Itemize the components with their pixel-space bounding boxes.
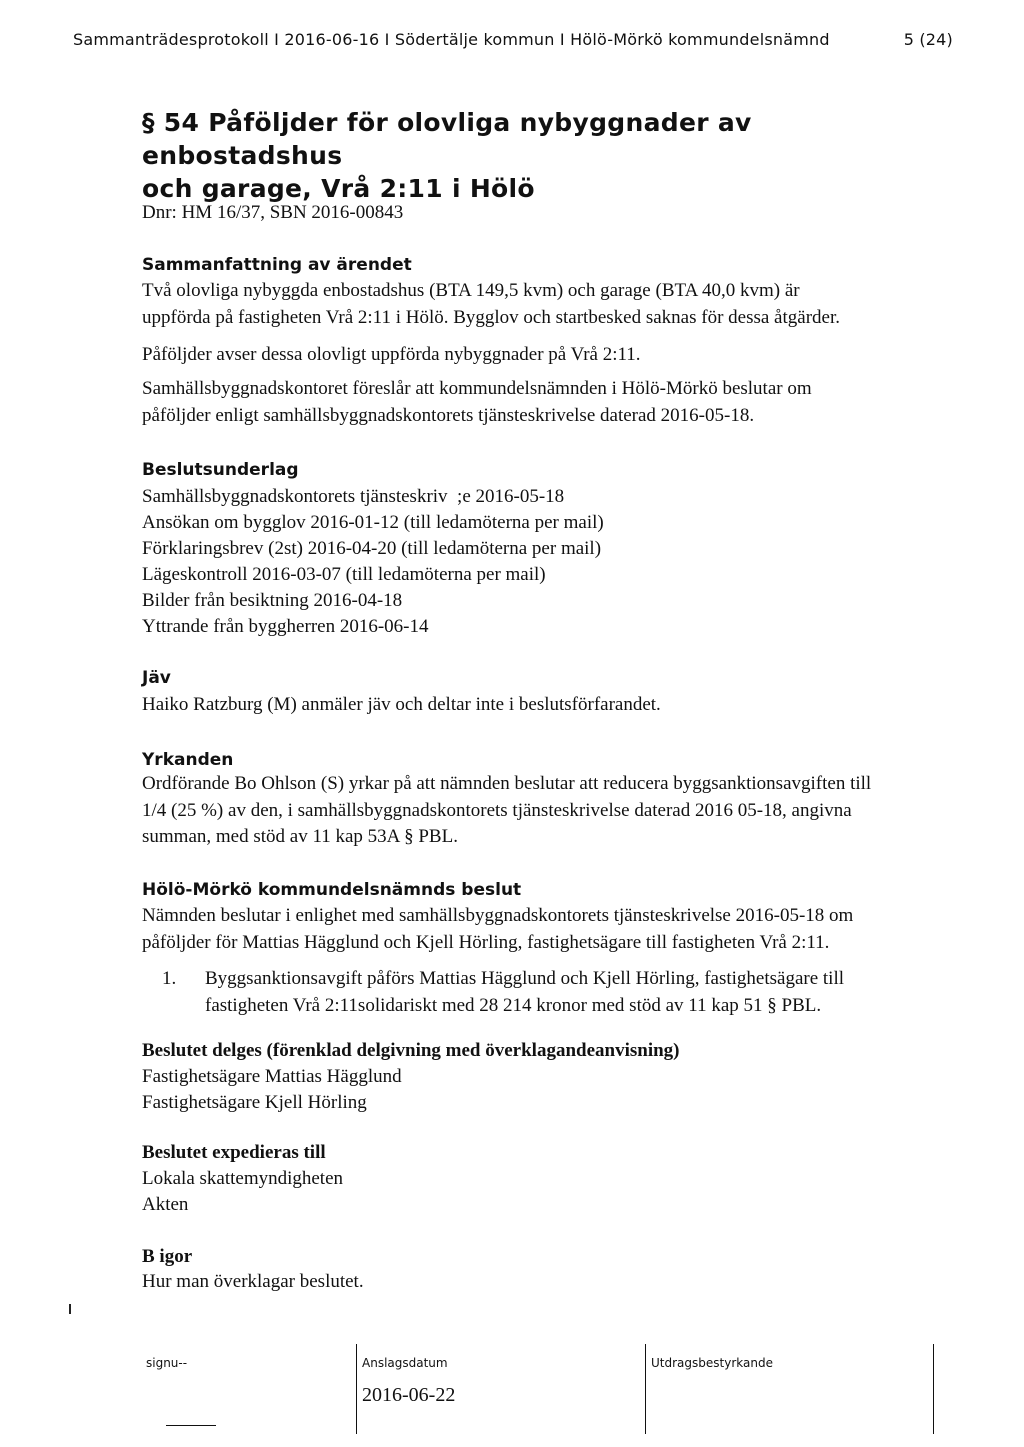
underlag-item: Yttrande från byggherren 2016-06-14 [142, 616, 429, 637]
jav-heading: Jäv [142, 668, 171, 688]
jav-text: Haiko Ratzburg (M) anmäler jäv och deltar inte i beslutsförfarandet. [142, 694, 661, 715]
page-header [73, 30, 953, 49]
underlag-item: Bilder från besiktning 2016-04-18 [142, 590, 403, 611]
document-title [142, 106, 942, 205]
signature-label: signu-- [146, 1356, 188, 1370]
bilagor-text: Hur man överklagar beslutet. [142, 1271, 364, 1292]
dnr-line: Dnr: HM 16/37, SBN 2016-00843 [142, 202, 404, 223]
title-line-2: och garage, Vrå 2:11 i Hölö [142, 174, 535, 203]
utdrag-cell [645, 1344, 933, 1434]
underlag-item: Lägeskontroll 2016-03-07 (till ledamöterna per mail) [142, 564, 546, 585]
signature-footer [140, 1344, 934, 1434]
beslut-line-1: Nämnden beslutar i enlighet med samhällsbyggnadskontorets tjänsteskrivelse 2016-05-18 om [142, 905, 854, 926]
delges-list [142, 1064, 922, 1116]
bilagor-heading: B igor [142, 1246, 193, 1267]
underlag-item: Ansökan om bygglov 2016-01-12 (till ledamöterna per mail) [142, 512, 604, 533]
summary-paragraph-3 [142, 376, 922, 429]
utdrag-label: Utdragsbestyrkande [651, 1356, 773, 1370]
yrkanden-line-3: summan, med stöd av 11 kap 53A § PBL. [142, 826, 458, 847]
summary-paragraph-2: Påföljder avser dessa olovligt uppförda nybyggnader på Vrå 2:11. [142, 344, 641, 365]
summary-p1-line-2: uppförda på fastigheten Vrå 2:11 i Hölö. Bygglov och startbesked saknas för dessa åtgärder. [142, 306, 840, 328]
beslut-item-line-2: fastigheten Vrå 2:11solidariskt med 28 214 kronor med stöd av 11 kap 51 § PBL. [205, 994, 822, 1016]
title-line-1: § 54 Påföljder för olovliga nybyggnader av enbostadshus [142, 108, 752, 170]
underlag-item: Förklaringsbrev (2st) 2016-04-20 (till ledamöterna per mail) [142, 538, 602, 559]
underlag-heading: Beslutsunderlag [142, 460, 299, 480]
delges-item: Fastighetsägare Kjell Hörling [142, 1092, 367, 1113]
expedieras-heading: Beslutet expedieras till [142, 1142, 326, 1163]
underlag-item: Samhällsbyggnadskontorets tjänsteskriv​ ;e 2016-05-18 [142, 486, 565, 507]
anslag-cell [356, 1344, 645, 1434]
summary-p3-line-1: Samhällsbyggnadskontoret föreslår att kommundelsnämnden i Hölö-Mörkö beslutar om [142, 378, 812, 399]
beslut-item-number: 1. [162, 968, 177, 989]
expedieras-list [142, 1166, 922, 1218]
beslut-text [142, 903, 922, 956]
expedieras-item: Akten [142, 1194, 189, 1215]
beslut-item-line-1: Byggsanktionsavgift påförs Mattias Hägglund och Kjell Hörling, fastighetsägare till [205, 968, 845, 989]
delges-item: Fastighetsägare Mattias Hägglund [142, 1066, 402, 1087]
anslag-label: Anslagsdatum [362, 1356, 448, 1370]
beslut-line-2: påföljder för Mattias Hägglund och Kjell Hörling, fastighetsägare till fastigheten Vrå 2:11. [142, 931, 830, 953]
header-text: Sammanträdesprotokoll I 2016-06-16 I Södertälje kommun I Hölö-Mörkö kommundelsnämnd [73, 30, 830, 49]
yrkanden-heading: Yrkanden [142, 750, 234, 770]
signature-cell [140, 1344, 355, 1434]
summary-p1-line-1: Två olovliga nybyggda enbostadshus (BTA 149,5 kvm) och garage (BTA 40,0 kvm) är [142, 280, 800, 301]
summary-p3-line-2: påföljder enligt samhällsbyggnadskontorets tjänsteskrivelse daterad 2016-05-18. [142, 404, 755, 426]
anslag-value: 2016-06-22 [362, 1384, 456, 1406]
delges-heading: Beslutet delges (förenklad delgivning med överklagandeanvisning) [142, 1040, 680, 1061]
yrkanden-line-2: 1/4 (25 %) av den, i samhällsbyggnadskontorets tjänsteskrivelse daterad 2016 05-18, angivna [142, 799, 852, 821]
expedieras-item: Lokala skattemyndigheten [142, 1168, 344, 1189]
yrkanden-text [142, 771, 922, 851]
beslut-heading: Hölö-Mörkö kommundelsnämnds beslut [142, 880, 522, 900]
margin-mark [69, 1304, 71, 1314]
signature-underline [166, 1425, 216, 1426]
page-number: 5 (24) [903, 30, 953, 49]
summary-paragraph-1 [142, 278, 922, 331]
footer-divider [933, 1344, 934, 1434]
beslut-item-text [205, 966, 925, 1019]
summary-heading: Sammanfattning av ärendet [142, 255, 412, 275]
underlag-list [142, 484, 922, 640]
yrkanden-line-1: Ordförande Bo Ohlson (S) yrkar på att nämnden beslutar att reducera byggsanktionsavgiften till [142, 773, 872, 794]
